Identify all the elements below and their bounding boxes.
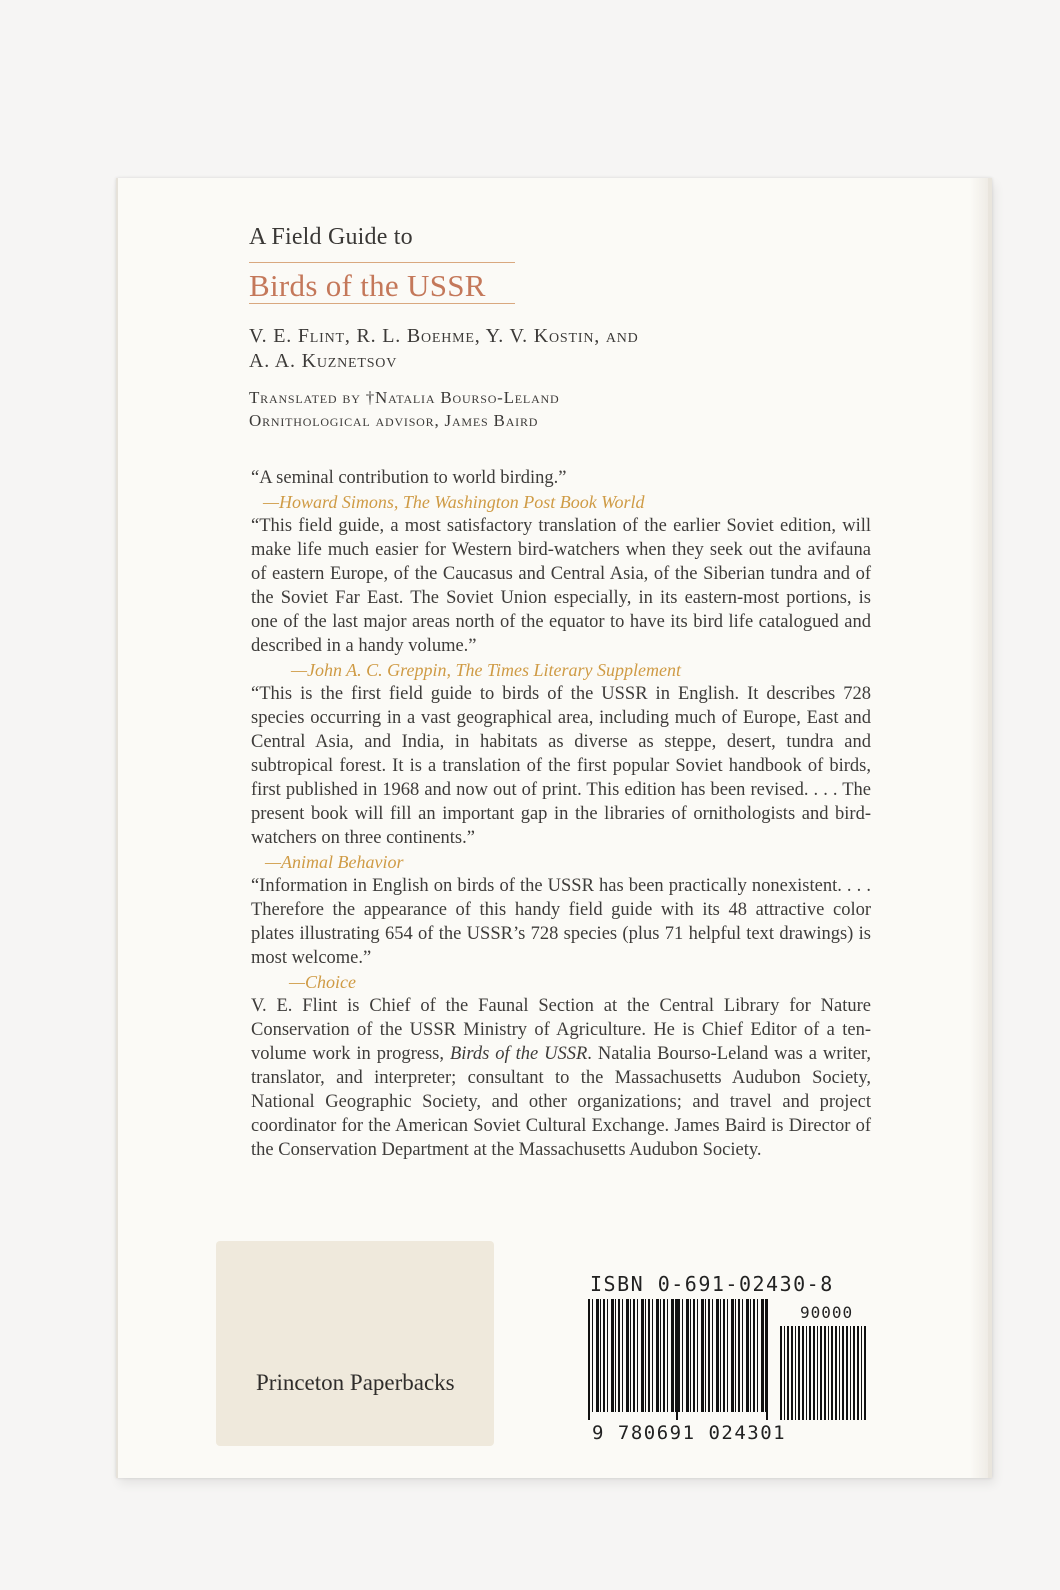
- bio-text: . Natalia Bourso-Leland was a writer, translator, and interpreter; consultant to the Massachusetts Audubon Society, National Geographic Society, and other organizations; and travel and project coordinator for the American Soviet Cultural Exchange. James Baird is Director of the Conservation Department at the Massachusetts Audubon Society.: [251, 1044, 871, 1160]
- book-back-cover: [116, 178, 992, 1478]
- review-blurbs: [251, 466, 871, 1162]
- review-quote: [251, 874, 871, 994]
- advisor-credit: Ornithological advisor, James Baird: [249, 411, 539, 430]
- review-quote: [251, 514, 871, 682]
- publisher-imprint: Princeton Paperbacks: [256, 1370, 455, 1395]
- authors-line-1: V. E. Flint, R. L. Boehme, Y. V. Kostin, and: [249, 325, 639, 347]
- barcode-guard-left: [588, 1299, 590, 1420]
- review-quote: [251, 682, 871, 874]
- spine-edge: [970, 178, 988, 1478]
- barcode-guard-middle: [676, 1299, 678, 1420]
- author-bio: [251, 994, 871, 1162]
- series-title: A Field Guide to: [249, 224, 413, 250]
- price-code-label: 90000: [800, 1303, 854, 1322]
- isbn-label: ISBN 0-691-02430-8: [590, 1272, 834, 1296]
- credits: [249, 386, 559, 432]
- ean-number: 9 780691 024301: [592, 1422, 787, 1444]
- quote-text: “A seminal contribution to world birding.”: [251, 468, 567, 488]
- review-quote: [251, 466, 871, 514]
- bio-italic-title: Birds of the USSR: [449, 1044, 588, 1064]
- book-title: Birds of the USSR: [249, 268, 486, 303]
- quote-text: “Information in English on birds of the USSR has been practically nonexistent. . . . Therefore the appearance of this handy field guide with its 48 attractive color plates illustrating 654 of the USSR’s 728 species (plus 71 helpful text drawings) is most welcome.”: [251, 876, 871, 968]
- quote-attribution: —Animal Behavior: [265, 852, 404, 872]
- quote-attribution: —John A. C. Greppin, The Times Literary Supplement: [291, 660, 681, 680]
- barcode-guard-right: [766, 1299, 768, 1420]
- authors: [249, 324, 639, 374]
- bio-text: V. E. Flint is Chief of the Faunal Section at the Central Library for Nature Conservation of the USSR Ministry of Agriculture. He is Chief Editor of a ten-volume work in progress,: [251, 996, 871, 1064]
- quote-attribution: —Howard Simons, The Washington Post Book World: [263, 492, 645, 512]
- addon-barcode: [780, 1326, 868, 1420]
- quote-text: “This field guide, a most satisfactory translation of the earlier Soviet edition, will make life much easier for Western bird-watchers when they seek out the avifauna of eastern Europe, of the Caucasus and Central Asia, of the Siberian tundra and of the Soviet Far East. The Soviet Union especially, in its eastern-most portions, is one of the last major areas north of the equator to have its bird life catalogued and described in a handy volume.”: [251, 516, 871, 656]
- ean-barcode: [588, 1299, 768, 1412]
- quote-attribution: —Choice: [289, 972, 356, 992]
- title-rule-top: [249, 262, 515, 263]
- authors-line-2: A. A. Kuznetsov: [249, 350, 398, 372]
- translator-credit: Translated by †Natalia Bourso-Leland: [249, 388, 560, 407]
- quote-text: “This is the first field guide to birds of the USSR in English. It describes 728 species occurring in a vast geographical area, including much of Europe, East and Central Asia, and India, in habitats as diverse as steppe, desert, tundra and subtropical forest. It is a translation of the first popular Soviet handbook of birds, first published in 1968 and now out of print. This edition has been revised. . . . The present book will fill an important gap in the libraries of ornithologists and bird-watchers on three continents.”: [251, 684, 871, 848]
- title-rule-bottom: [249, 303, 515, 304]
- price-sticker-residue: [216, 1241, 494, 1446]
